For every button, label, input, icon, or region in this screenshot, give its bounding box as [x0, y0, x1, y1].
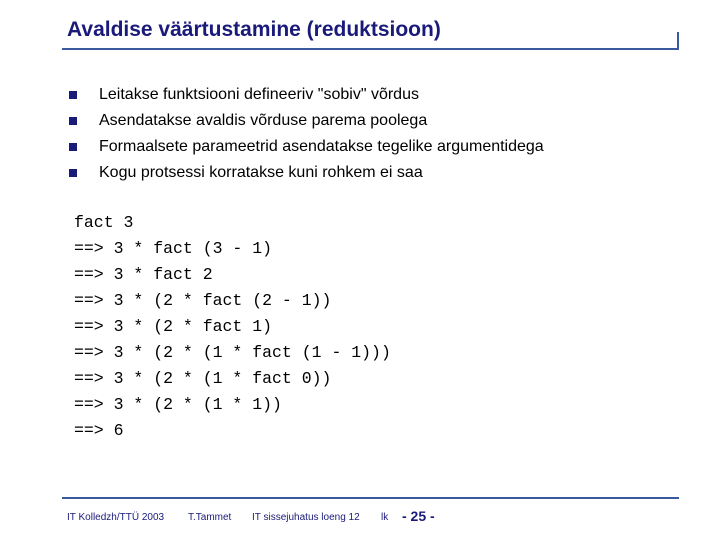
- footer-divider: [62, 497, 679, 499]
- code-line: fact 3: [74, 213, 134, 232]
- code-line: ==> 3 * (2 * fact (2 - 1)): [74, 291, 332, 310]
- title-underline-tick: [677, 32, 679, 50]
- code-line: ==> 3 * (2 * fact 1): [74, 317, 273, 336]
- code-line: ==> 3 * fact (3 - 1): [74, 239, 273, 258]
- title-underline: [62, 48, 679, 50]
- bullet-text: Asendatakse avaldis võrduse parema poolega: [99, 112, 428, 129]
- code-line: ==> 3 * (2 * (1 * fact 0)): [74, 369, 332, 388]
- square-bullet-icon: [69, 117, 77, 125]
- reduction-code-block: [74, 210, 391, 444]
- footer-course: IT sissejuhatus loeng 12: [252, 512, 360, 523]
- bullet-text: Kogu protsessi korratakse kuni rohkem ei saa: [99, 164, 423, 181]
- code-line: ==> 3 * (2 * (1 * fact (1 - 1))): [74, 343, 391, 362]
- bullet-text: Formaalsete parameetrid asendatakse tegelike argumentidega: [99, 138, 544, 155]
- bullet-text: Leitakse funktsiooni defineeriv "sobiv" võrdus: [99, 86, 419, 103]
- slide-title: Avaldise väärtustamine (reduktsioon): [67, 18, 441, 41]
- footer-organization: IT Kolledzh/TTÜ 2003: [67, 512, 165, 523]
- page-number: - 25 -: [402, 508, 435, 524]
- code-line: ==> 3 * fact 2: [74, 265, 213, 284]
- list-item: [68, 134, 544, 160]
- footer-author: T.Tammet: [188, 512, 232, 523]
- list-item: [68, 82, 544, 108]
- bullet-list: [68, 82, 544, 186]
- square-bullet-icon: [69, 169, 77, 177]
- square-bullet-icon: [69, 143, 77, 151]
- list-item: [68, 108, 544, 134]
- code-line: ==> 3 * (2 * (1 * 1)): [74, 395, 282, 414]
- square-bullet-icon: [69, 91, 77, 99]
- list-item: [68, 160, 544, 186]
- code-line: ==> 6: [74, 421, 124, 440]
- footer-page-label: lk: [381, 512, 389, 523]
